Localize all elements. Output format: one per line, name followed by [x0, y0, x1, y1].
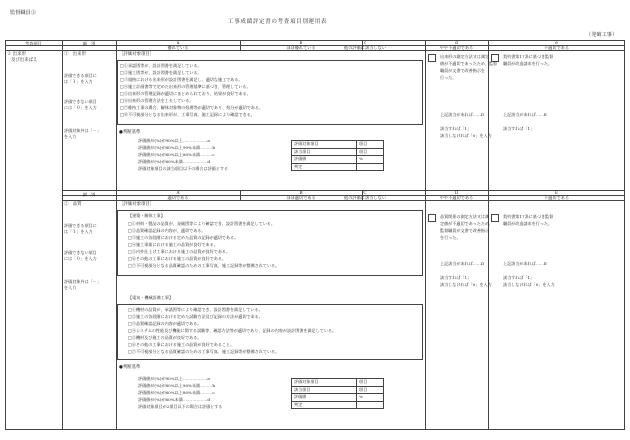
judge-line: 評価値が(%)が80%以上90%未満………b [138, 145, 216, 150]
criterion[interactable]: □⑥その他の工事における施工の品質が良好である。 [128, 256, 227, 261]
score-table-1 [291, 140, 384, 171]
item-label-line2: 及び出来ばえ [11, 58, 38, 63]
grade-d-desc-2: やや不適切である [439, 195, 474, 200]
judge-line: 評価値が(%)が80%以上90%未満………b [138, 383, 216, 388]
d-text: 該当しなければ「0」を入力 [440, 282, 492, 287]
score-label: 評価値 [292, 394, 357, 402]
d-text: 該当しなければ「0」を入力 [440, 133, 492, 138]
criterion[interactable]: □⑤内外仕上げ工事における施工の品質が良好である。 [128, 249, 231, 254]
detail-label-1: ① 出来形 [64, 52, 86, 57]
col-detail-header-2: 細 別 [82, 192, 96, 197]
grade-b-letter: b [299, 40, 303, 45]
score-input[interactable] [357, 401, 384, 409]
criterion[interactable]: □⑥その他の工事における施工の品質が良好であること。 [128, 342, 235, 347]
score-input[interactable]: 項目 [357, 141, 384, 149]
criterion[interactable]: □②施工図等が、設計図書を満足している。 [120, 70, 202, 75]
form-id-label: 監督職員③ [10, 10, 36, 16]
judge-line: 評価値が(%)が60%未満………………d [138, 159, 211, 164]
grade-c-letter-2: C [363, 190, 367, 195]
col-item-header: 考査項目 [25, 41, 42, 46]
grade-b-desc-2: ほぼ適切である [286, 195, 316, 200]
judge-line: 評価値が(%)が60%以上80%未満………c [138, 390, 215, 395]
criterion[interactable]: □⑥出来形の管理方法を工夫している。 [120, 98, 194, 103]
criterion[interactable]: □②施工の各段階における定めた試験方法及び記録の方法が適切である。 [128, 314, 263, 319]
e-text: 契約書第17条に基づき監督 [503, 214, 554, 219]
d-text: 定値が不適切であったため、 [440, 221, 494, 226]
score-label: 評価対象項目 [292, 379, 357, 387]
grade-d-letter: d [455, 40, 458, 45]
e-text: 契約書第17条に基づき監督 [503, 54, 554, 59]
page-title: 工事成績評定書の考査項目別運用表 [228, 19, 328, 25]
d-text: を行った。 [440, 235, 461, 240]
criterion[interactable]: □⑦維持工事の場合、解体対象物の処理等が適切であり、処分が適切である。 [120, 105, 264, 110]
score-label: 該当項目 [292, 148, 357, 156]
criterion[interactable]: □⑤機材及び施工の品質が良好である。 [128, 335, 202, 340]
grade-c-desc: 他の評価に該当しない [344, 45, 386, 50]
score-input[interactable]: 項目 [357, 379, 384, 387]
instruction-1-1: は「１」を入力 [64, 79, 93, 84]
grade-e-letter-2: E [554, 190, 559, 195]
d-checkbox-2[interactable] [428, 214, 436, 222]
criterion[interactable]: □⑦不可視部分となる品質確認のための工事写真、施工記録等が整備されている。 [128, 349, 280, 354]
d-text: 職員が文書で改善指示を [440, 68, 486, 73]
e-text: 上記該当があれば……E [503, 112, 547, 117]
criterion[interactable]: □①承認図等が、設計図書を満足している。 [120, 63, 202, 68]
grade-e-desc: 不適切である [543, 45, 570, 50]
item-label-line1: ３ 出来形 [7, 52, 26, 57]
d-text: 品質関係の測定方法又は測 [440, 214, 490, 219]
d-text: 値が不適切であったため、監督 [440, 61, 498, 66]
criterion[interactable]: □⑧不可視部分となる出来形が、工事写真、施工記録により確認できる。 [120, 112, 255, 117]
judge-title-2: ●判断基準 [119, 365, 141, 370]
d-text: 上記該当があれば……D [440, 112, 485, 117]
e-text: 職員が改造請求を行った。 [503, 221, 553, 226]
sub-title-2: 【電気・機械設備工事】 [128, 295, 174, 300]
grade-a-desc: 優れている [167, 45, 189, 50]
criterion[interactable]: □②品質確認記録の内容が、適切である。 [128, 228, 206, 233]
grade-e-letter: e [555, 40, 558, 45]
e-checkbox-2[interactable] [491, 214, 499, 222]
instruction-1-3: 評価できない項目 [64, 99, 97, 104]
grade-a-letter-2: A [176, 190, 180, 195]
score-label: 該当項目 [292, 386, 357, 394]
e-text: 該当すれば「1」 [503, 275, 535, 280]
e-text: 該当しなければ「0」を入力 [503, 282, 555, 287]
score-input[interactable] [357, 163, 384, 171]
e-text: 該当すれば「1」 [503, 126, 535, 131]
e-text: 上記該当があれば……E [503, 261, 547, 266]
grade-e-desc-2: 不適切である [543, 195, 570, 200]
score-label: 判定 [292, 401, 357, 409]
grade-d-desc: やや不適切である [439, 45, 474, 50]
instruction-1-4: には「０」を入力 [64, 105, 97, 110]
grade-c-letter: c [363, 40, 367, 45]
instruction-2-6: 評価対象外は「－」 [64, 279, 101, 284]
d-text: 該当すれば「1」 [440, 275, 472, 280]
grade-b-letter-2: B [299, 190, 303, 195]
d-text: 該当すれば「1」 [440, 126, 472, 131]
criterion[interactable]: □③施工の各段階における定めた品質の記録が適切である。 [128, 235, 239, 240]
judge-line: 評価対象項目の該当項目以下の場合は評価とする [138, 166, 229, 171]
criterion[interactable]: □④施工計画書等で定めた出来形の管理基準に基づき、管理している。 [120, 84, 251, 89]
instruction-2-3: 評価できない項目 [64, 250, 97, 255]
criterion[interactable]: □④施工事業における施工の品質が良好である。 [128, 242, 218, 247]
grade-b-desc: ほぼ優れている [286, 45, 316, 50]
e-checkbox-1[interactable] [491, 54, 499, 62]
criterion[interactable]: □③品質確認記録の内容が適切である。 [128, 321, 202, 326]
instruction-2-7: を入力 [64, 285, 77, 290]
criterion[interactable]: □①材料・製品の品質が、発破図等により確認でき、設計図書を満足している。 [128, 221, 275, 226]
d-checkbox-1[interactable] [428, 54, 436, 62]
instruction-2-4: には「０」を入力 [64, 256, 97, 261]
judge-title-1: ●判断基準 [119, 130, 141, 135]
score-input[interactable]: 項目 [357, 386, 384, 394]
score-label: 評価値 [292, 156, 357, 164]
score-table-2 [291, 378, 384, 409]
detail-label-2: ② 品質 [64, 202, 82, 207]
d-text: 上記該当があれば……D [440, 261, 485, 266]
score-label: 評価対象項目 [292, 141, 357, 149]
e-text: 職員が改造請求を行った。 [503, 61, 553, 66]
criteria-title-1: ［評価対象項目］ [119, 52, 155, 57]
instruction-1-7: を入力 [64, 134, 77, 139]
instruction-2-1: は「１」を入力 [64, 229, 93, 234]
instruction-1-6: 評価対象外は「－」 [64, 128, 101, 133]
d-text: 出来形の測定方法又は測定 [440, 54, 490, 59]
judge-line: 評価値が(%)が60%以上80%未満………c [138, 152, 215, 157]
criteria-title-2: ［評価対象項目］ [119, 202, 155, 207]
score-input[interactable]: % [357, 394, 384, 402]
grade-c-desc-2: 他の評価に該当しない [344, 195, 386, 200]
score-input[interactable]: 項目 [357, 148, 384, 156]
grade-a-desc-2: 適切である [167, 195, 189, 200]
grade-d-letter-2: D [454, 190, 459, 195]
score-input[interactable]: % [357, 156, 384, 164]
judge-line: 評価値が(%)が90%以上………………a [138, 376, 210, 381]
criterion[interactable]: □①機材の品質が、承諾図等により確認でき、設計図書を満足している。 [128, 307, 263, 312]
criterion[interactable]: □③規格における出来形が設計図書を満足し、適切な施工である。 [120, 77, 243, 82]
judge-line: 評価値が(%)が60%未満………………d [138, 397, 211, 402]
col-detail-header: 細 別 [82, 41, 96, 46]
instruction-1-0: 評価できる項目に [64, 73, 97, 78]
judge-line: 評価対象項目が2項目以下の場合は評価とする [138, 404, 223, 409]
work-type-label: （発破工事） [586, 32, 618, 38]
d-text: 行った。 [440, 75, 457, 80]
d-text: 監督職員が文書で改善指示 [440, 228, 490, 233]
score-label: 判定 [292, 163, 357, 171]
sub-title-1: 【建築・解体工事】 [128, 213, 165, 218]
grade-a-letter: a [176, 40, 180, 45]
instruction-2-0: 評価できる項目に [64, 223, 97, 228]
criterion[interactable]: □⑦不可視部分となる品質確認のための工事写真、施工記録等が整備されている。 [128, 263, 280, 268]
judge-line: 評価値が(%)が90%以上………………a [138, 138, 210, 143]
criterion[interactable]: □⑤出来形の管理記録が適切にまとめられており、結果が良好である。 [120, 91, 251, 96]
criterion[interactable]: □④システムの性能及び機能に関する試験等、確認方法等が適切であり、記録の内容が設計図書を満足している。 [128, 328, 337, 333]
